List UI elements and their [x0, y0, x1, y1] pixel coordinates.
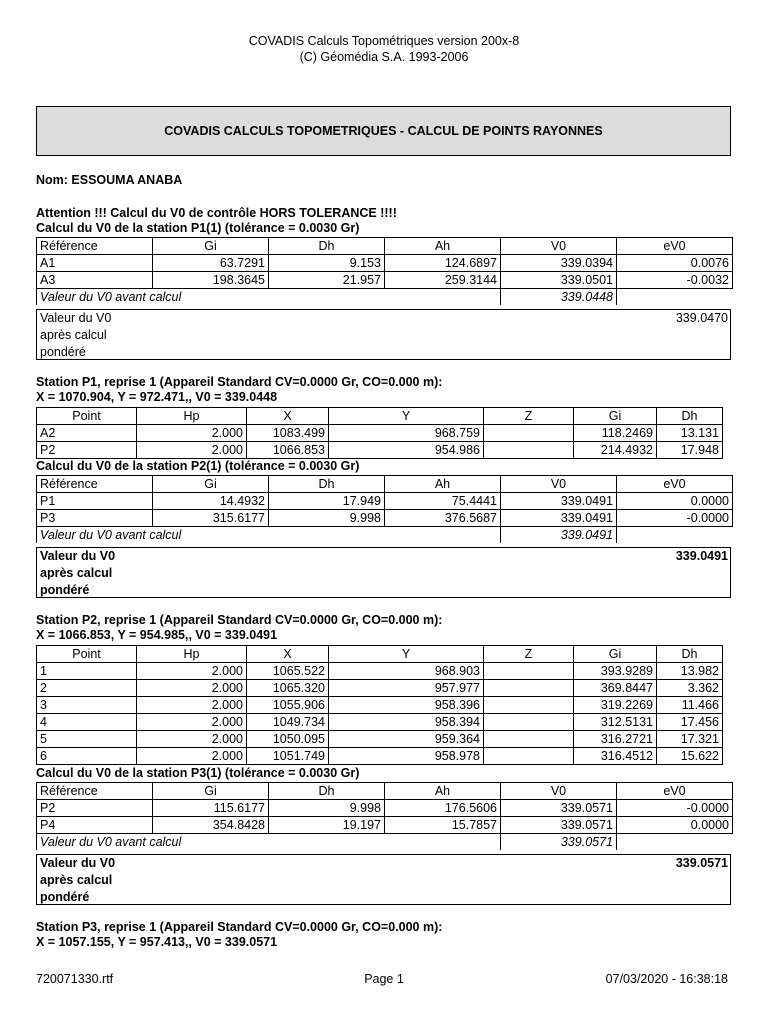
- table-cell: 1051.749: [247, 748, 329, 765]
- table-cell: 968.759: [329, 425, 484, 442]
- table-cell: 118.2469: [574, 425, 657, 442]
- table-cell: [484, 425, 574, 442]
- table-cell: 0.0076: [617, 255, 733, 272]
- table-row: [37, 255, 733, 272]
- table-row: [37, 425, 723, 442]
- table-cell: 957.977: [329, 680, 484, 697]
- v0-apres-label-3: pondéré: [40, 583, 90, 597]
- table-cell: 1049.734: [247, 714, 329, 731]
- v0-apres-value: 339.0470: [675, 311, 728, 325]
- table-cell: 1066.853: [247, 442, 329, 459]
- table-row: [37, 748, 723, 765]
- doc-header-line2: (C) Géomédia S.A. 1993-2006: [299, 50, 469, 64]
- col-header: Z: [484, 646, 574, 663]
- table-cell: 0.0000: [617, 493, 733, 510]
- station-title: Station P3, reprise 1 (Appareil Standard CV=0.0000 Gr, CO=0.000 m):: [36, 920, 443, 934]
- table-cell: 198.3645: [153, 272, 269, 289]
- v0-avant-row: [37, 834, 733, 851]
- table-cell: 1065.522: [247, 663, 329, 680]
- col-header: Point: [37, 408, 137, 425]
- table-cell: -0.0000: [617, 800, 733, 817]
- v0-apres-value: 339.0571: [675, 856, 728, 870]
- table-cell: 369.8447: [574, 680, 657, 697]
- table-cell: 15.622: [657, 748, 723, 765]
- col-header: Hp: [137, 646, 247, 663]
- table-cell: [484, 680, 574, 697]
- col-header: Référence: [37, 476, 153, 493]
- table-row: [37, 800, 733, 817]
- v0-apres-box: [36, 547, 731, 598]
- col-header: Ah: [385, 238, 501, 255]
- table-cell: 315.6177: [153, 510, 269, 527]
- col-header: Y: [329, 646, 484, 663]
- table-cell: 393.9289: [574, 663, 657, 680]
- table-header-row: [37, 408, 723, 425]
- table-cell: 75.4441: [385, 493, 501, 510]
- table-cell: A2: [37, 425, 137, 442]
- table-cell: 2.000: [137, 697, 247, 714]
- table-cell: 2.000: [137, 748, 247, 765]
- table-cell: 2.000: [137, 442, 247, 459]
- table-cell: 954.986: [329, 442, 484, 459]
- table-cell: -0.0032: [617, 272, 733, 289]
- col-header: Ah: [385, 783, 501, 800]
- table-cell: 1050.095: [247, 731, 329, 748]
- table-cell: 3: [37, 697, 137, 714]
- v0-apres-label-1: Valeur du V0: [40, 311, 112, 325]
- footer-page-number: Page 1: [364, 972, 404, 986]
- station-coords: X = 1057.155, Y = 957.413,, V0 = 339.0571: [36, 935, 278, 949]
- table-cell: 316.2721: [574, 731, 657, 748]
- col-header: X: [247, 646, 329, 663]
- col-header: Dh: [269, 783, 385, 800]
- v0-apres-label-3: pondéré: [40, 345, 86, 359]
- table-cell: 17.949: [269, 493, 385, 510]
- v0-table: [36, 782, 733, 850]
- v0-apres-value: 339.0491: [675, 549, 728, 563]
- v0-avant-label: Valeur du V0 avant calcul: [37, 834, 501, 851]
- table-cell: [484, 442, 574, 459]
- col-header: eV0: [617, 238, 733, 255]
- table-cell: A1: [37, 255, 153, 272]
- table-cell: 14.4932: [153, 493, 269, 510]
- table-cell: [484, 714, 574, 731]
- table-cell: 1065.320: [247, 680, 329, 697]
- table-cell: 316.4512: [574, 748, 657, 765]
- col-header: Gi: [574, 646, 657, 663]
- table-cell: 9.153: [269, 255, 385, 272]
- table-cell: 312.5131: [574, 714, 657, 731]
- table-cell: 2.000: [137, 714, 247, 731]
- table-row: [37, 493, 733, 510]
- table-cell: 13.131: [657, 425, 723, 442]
- table-cell: P3: [37, 510, 153, 527]
- table-cell: 2.000: [137, 663, 247, 680]
- table-cell: 17.948: [657, 442, 723, 459]
- v0-apres-label-1: Valeur du V0: [40, 549, 116, 563]
- col-header: Gi: [574, 408, 657, 425]
- station-points-table: [36, 645, 723, 765]
- table-cell: 176.5606: [385, 800, 501, 817]
- table-header-row: [37, 646, 723, 663]
- table-cell: 2: [37, 680, 137, 697]
- table-cell: P4: [37, 817, 153, 834]
- v0-apres-label-3: pondéré: [40, 890, 90, 904]
- table-cell: 3.362: [657, 680, 723, 697]
- station-points-table: [36, 407, 723, 459]
- col-header: eV0: [617, 783, 733, 800]
- table-header-row: [37, 783, 733, 800]
- table-row: [37, 680, 723, 697]
- table-cell: 1055.906: [247, 697, 329, 714]
- table-cell: 124.6897: [385, 255, 501, 272]
- table-cell: 6: [37, 748, 137, 765]
- col-header: Hp: [137, 408, 247, 425]
- col-header: Point: [37, 646, 137, 663]
- col-header: eV0: [617, 476, 733, 493]
- table-row: [37, 817, 733, 834]
- table-cell: 11.466: [657, 697, 723, 714]
- col-header: Référence: [37, 238, 153, 255]
- table-cell: P2: [37, 800, 153, 817]
- col-header: Référence: [37, 783, 153, 800]
- table-row: [37, 442, 723, 459]
- footer-datetime: 07/03/2020 - 16:38:18: [605, 972, 728, 986]
- v0-apres-label-2: après calcul: [40, 873, 113, 887]
- col-header: Dh: [269, 238, 385, 255]
- footer-filename: 720071330.rtf: [36, 972, 114, 986]
- table-cell: 376.5687: [385, 510, 501, 527]
- table-cell: P1: [37, 493, 153, 510]
- v0-apres-label-1: Valeur du V0: [40, 856, 116, 870]
- table-cell: 4: [37, 714, 137, 731]
- table-cell: 63.7291: [153, 255, 269, 272]
- table-cell: 958.394: [329, 714, 484, 731]
- v0-avant-row: [37, 527, 733, 544]
- table-cell: 339.0501: [501, 272, 617, 289]
- table-row: [37, 663, 723, 680]
- col-header: Gi: [153, 783, 269, 800]
- table-cell: 13.982: [657, 663, 723, 680]
- table-cell: 9.998: [269, 800, 385, 817]
- table-row: [37, 714, 723, 731]
- table-cell: 339.0394: [501, 255, 617, 272]
- station-title: Station P2, reprise 1 (Appareil Standard CV=0.0000 Gr, CO=0.000 m):: [36, 613, 443, 627]
- v0-apres-label-2: après calcul: [40, 566, 113, 580]
- table-cell: 958.396: [329, 697, 484, 714]
- table-cell: 214.4932: [574, 442, 657, 459]
- table-cell: [484, 663, 574, 680]
- table-cell: [484, 748, 574, 765]
- table-cell: 17.456: [657, 714, 723, 731]
- table-cell: 958.978: [329, 748, 484, 765]
- table-cell: 1083.499: [247, 425, 329, 442]
- v0-calc-title: Calcul du V0 de la station P2(1) (tolérance = 0.0030 Gr): [36, 459, 360, 473]
- col-header: Y: [329, 408, 484, 425]
- table-cell: 968.903: [329, 663, 484, 680]
- table-cell: 0.0000: [617, 817, 733, 834]
- col-header: V0: [501, 476, 617, 493]
- table-cell: 19.197: [269, 817, 385, 834]
- nom-line: Nom: ESSOUMA ANABA: [36, 173, 183, 187]
- v0-table: [36, 237, 733, 305]
- station-coords: X = 1070.904, Y = 972.471,, V0 = 339.0448: [36, 390, 278, 404]
- table-cell: -0.0000: [617, 510, 733, 527]
- table-cell: 339.0491: [501, 510, 617, 527]
- table-cell: A3: [37, 272, 153, 289]
- v0-avant-value: 339.0448: [501, 289, 617, 306]
- col-header: Gi: [153, 476, 269, 493]
- doc-header-line1: COVADIS Calculs Topométriques version 200x-8: [248, 34, 520, 48]
- col-header: V0: [501, 238, 617, 255]
- table-cell: P2: [37, 442, 137, 459]
- station-coords: X = 1066.853, Y = 954.985,, V0 = 339.0491: [36, 628, 278, 642]
- table-header-row: [37, 238, 733, 255]
- v0-calc-title: Calcul du V0 de la station P3(1) (tolérance = 0.0030 Gr): [36, 766, 360, 780]
- table-row: [37, 731, 723, 748]
- table-cell: 354.8428: [153, 817, 269, 834]
- col-header: Dh: [657, 408, 723, 425]
- v0-avant-label: Valeur du V0 avant calcul: [37, 527, 501, 544]
- table-cell: 21.957: [269, 272, 385, 289]
- table-row: [37, 697, 723, 714]
- table-cell: 115.6177: [153, 800, 269, 817]
- v0-avant-value: 339.0491: [501, 527, 617, 544]
- table-cell: 2.000: [137, 680, 247, 697]
- table-cell: 1: [37, 663, 137, 680]
- table-row: [37, 510, 733, 527]
- report-title: COVADIS CALCULS TOPOMETRIQUES - CALCUL DE POINTS RAYONNES: [36, 106, 731, 156]
- table-cell: 9.998: [269, 510, 385, 527]
- table-cell: 259.3144: [385, 272, 501, 289]
- table-cell: 319.2269: [574, 697, 657, 714]
- v0-apres-box: [36, 854, 731, 905]
- v0-avant-row: [37, 289, 733, 306]
- table-cell: [484, 697, 574, 714]
- col-header: Dh: [657, 646, 723, 663]
- table-row: [37, 272, 733, 289]
- col-header: Gi: [153, 238, 269, 255]
- col-header: V0: [501, 783, 617, 800]
- v0-avant-label: Valeur du V0 avant calcul: [37, 289, 501, 306]
- table-cell: 5: [37, 731, 137, 748]
- col-header: Dh: [269, 476, 385, 493]
- station-title: Station P1, reprise 1 (Appareil Standard CV=0.0000 Gr, CO=0.000 m):: [36, 375, 443, 389]
- v0-avant-value: 339.0571: [501, 834, 617, 851]
- table-header-row: [37, 476, 733, 493]
- table-cell: [484, 731, 574, 748]
- col-header: X: [247, 408, 329, 425]
- v0-calc-title: Calcul du V0 de la station P1(1) (tolérance = 0.0030 Gr): [36, 221, 360, 235]
- v0-apres-label-2: après calcul: [40, 328, 107, 342]
- table-cell: 2.000: [137, 425, 247, 442]
- table-cell: 959.364: [329, 731, 484, 748]
- table-cell: 2.000: [137, 731, 247, 748]
- col-header: Z: [484, 408, 574, 425]
- table-cell: 339.0571: [501, 800, 617, 817]
- v0-table: [36, 475, 733, 543]
- v0-apres-box: [36, 309, 731, 360]
- attention-warning: Attention !!! Calcul du V0 de contrôle HORS TOLERANCE !!!!: [36, 206, 397, 220]
- table-cell: 17.321: [657, 731, 723, 748]
- col-header: Ah: [385, 476, 501, 493]
- table-cell: 339.0491: [501, 493, 617, 510]
- table-cell: 339.0571: [501, 817, 617, 834]
- table-cell: 15.7857: [385, 817, 501, 834]
